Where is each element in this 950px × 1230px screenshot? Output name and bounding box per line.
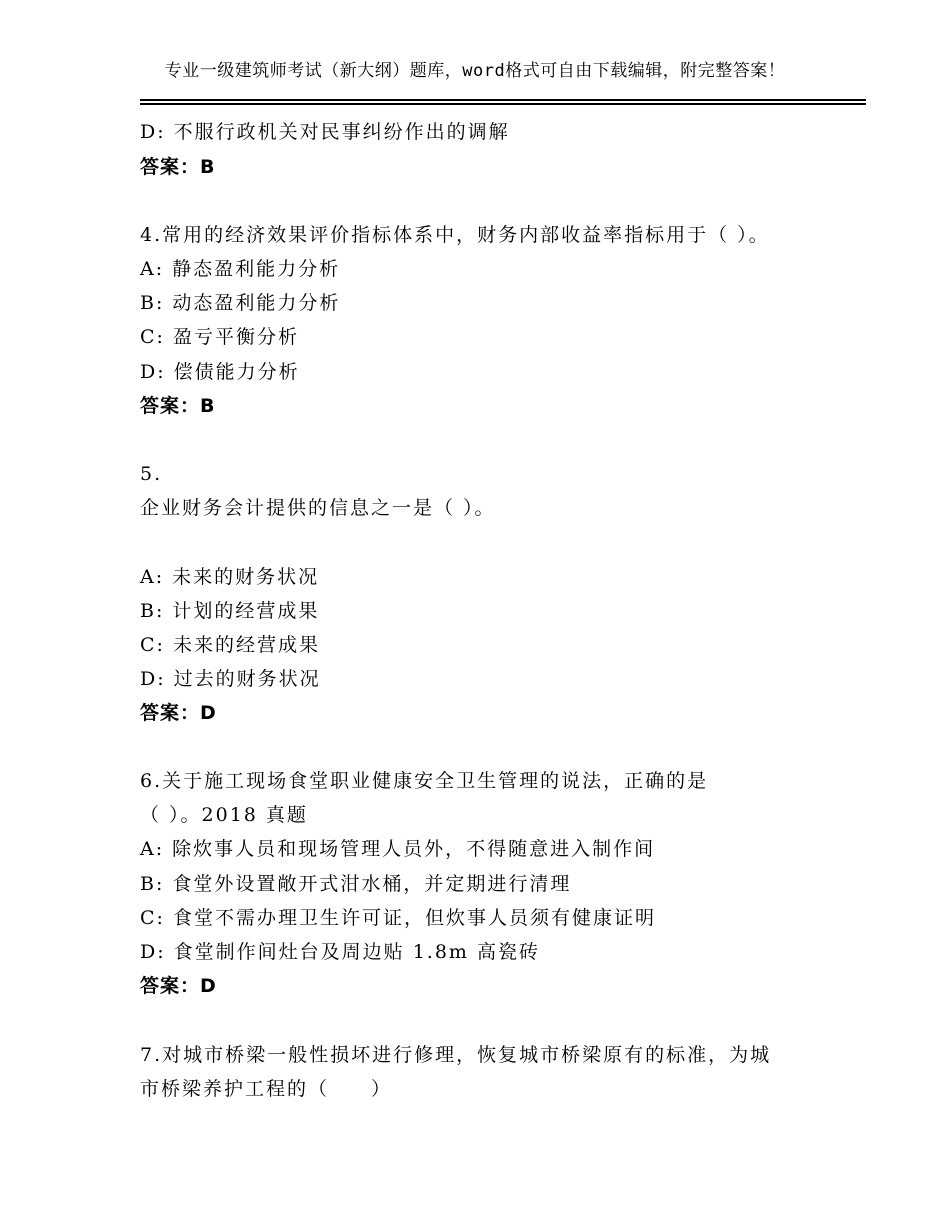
option-d: D: 不服行政机关对民事纠纷作出的调解 [140, 121, 510, 143]
question-text: 企业财务会计提供的信息之一是（ ）。 [140, 497, 496, 519]
option-d: D: 过去的财务状况 [140, 668, 321, 690]
option-c: C: 盈亏平衡分析 [140, 326, 299, 348]
answer-label: 答案：B [140, 395, 216, 417]
answer-label: 答案：D [140, 702, 217, 724]
header-divider-bottom [140, 103, 866, 105]
question-text: 6.关于施工现场食堂职业健康安全卫生管理的说法，正确的是 [140, 770, 709, 792]
answer-label: 答案：D [140, 975, 217, 997]
option-a: A: 未来的财务状况 [140, 566, 320, 588]
answer-label: 答案：B [140, 156, 216, 178]
option-b: B: 计划的经营成果 [140, 600, 320, 622]
option-d: D: 偿债能力分析 [140, 361, 300, 383]
header-divider-top [140, 99, 866, 101]
option-b: B: 动态盈利能力分析 [140, 292, 341, 314]
option-c: C: 食堂不需办理卫生许可证，但炊事人员须有健康证明 [140, 907, 656, 929]
question-text: 4.常用的经济效果评价指标体系中，财务内部收益率指标用于（ ）。 [140, 224, 770, 246]
option-c: C: 未来的经营成果 [140, 634, 320, 656]
question-text: 7.对城市桥梁一般性损坏进行修理，恢复城市桥梁原有的标准，为城 [140, 1044, 772, 1066]
option-b: B: 食堂外设置敞开式泔水桶，并定期进行清理 [140, 873, 572, 895]
option-a: A: 除炊事人员和现场管理人员外，不得随意进入制作间 [140, 838, 656, 860]
header-title: 专业一级建筑师考试（新大纲）题库，word格式可自由下载编辑，附完整答案！ [164, 61, 786, 81]
question-number: 5. [140, 463, 163, 485]
option-d: D: 食堂制作间灶台及周边贴 1.8m 高瓷砖 [140, 941, 540, 963]
question-text-continued: （ ）。2018 真题 [140, 804, 308, 826]
option-a: A: 静态盈利能力分析 [140, 258, 341, 280]
question-text-continued: 市桥梁养护工程的（ ） [140, 1078, 393, 1100]
